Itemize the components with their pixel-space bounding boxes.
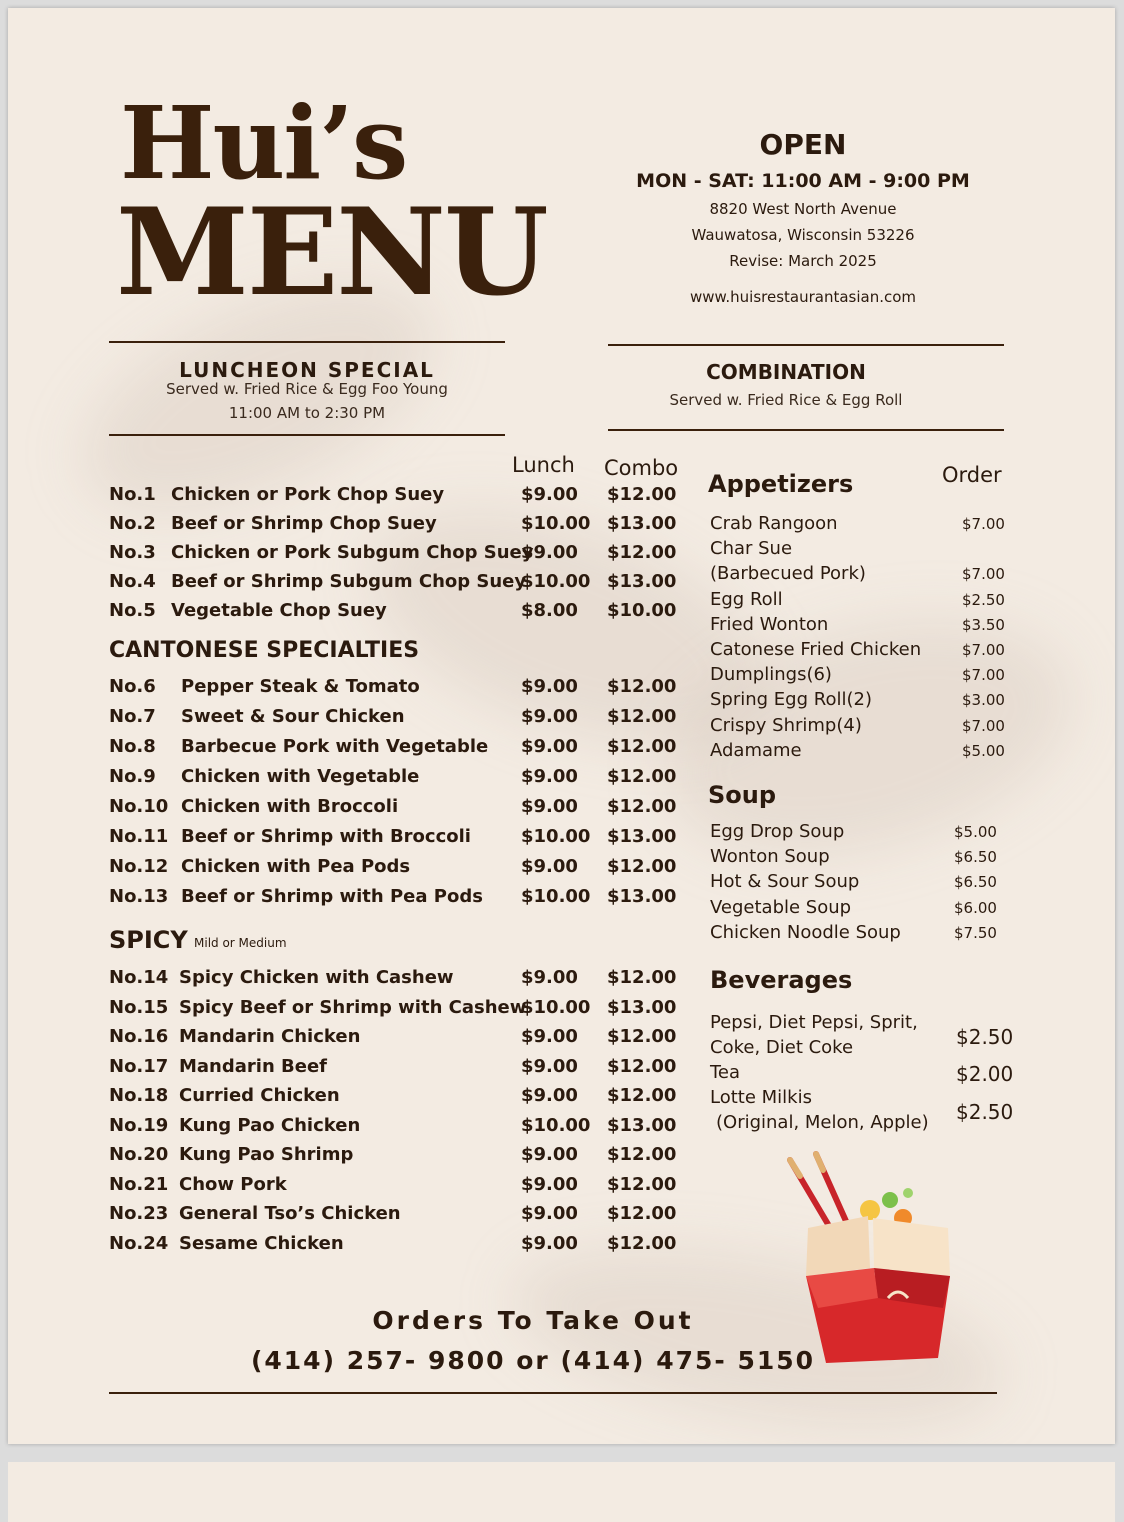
menu-item-row <box>109 513 677 543</box>
item-name: Mandarin Beef <box>179 1055 327 1077</box>
menu-item-row <box>710 614 1010 639</box>
lunch-price: $9.00 <box>521 1232 578 1254</box>
menu-item-row <box>109 600 677 630</box>
item-number: No.10 <box>109 796 169 817</box>
item-number: No.18 <box>109 1085 169 1106</box>
item-price: $2.50 <box>962 590 1005 609</box>
item-name: Vegetable Soup <box>710 896 852 918</box>
item-name: Curried Chicken <box>179 1085 340 1106</box>
item-number: No.21 <box>109 1173 169 1195</box>
combo-price: $12.00 <box>607 766 677 787</box>
item-name: Chicken Noodle Soup <box>710 921 901 943</box>
menu-title-line2: MENU <box>116 182 547 323</box>
lunch-price: $10.00 <box>521 826 591 847</box>
menu-item-row <box>109 826 677 856</box>
address-line2: Wauwatosa, Wisconsin 53226 <box>691 226 915 244</box>
combo-price: $13.00 <box>607 996 677 1018</box>
item-name: (Barbecued Pork) <box>710 563 866 585</box>
lunch-price: $9.00 <box>521 706 578 727</box>
item-name: Beef or Shrimp Chop Suey <box>171 513 437 534</box>
lunch-price: $9.00 <box>521 1203 578 1224</box>
menu-item-row <box>109 886 677 916</box>
item-name: Spring Egg Roll(2) <box>710 689 872 711</box>
item-price: $7.00 <box>962 641 1005 659</box>
lunch-price: $9.00 <box>521 1085 578 1106</box>
menu-item-row <box>710 513 1010 538</box>
item-price: $5.00 <box>962 741 1005 760</box>
menu-item-row <box>109 1203 677 1233</box>
menu-item-row <box>109 1026 677 1056</box>
lunch-price: $9.00 <box>521 967 578 988</box>
item-price: $7.00 <box>962 716 1005 735</box>
item-number: No.19 <box>109 1114 169 1136</box>
item-number: No.14 <box>109 967 169 988</box>
lunch-price: $9.00 <box>521 676 578 697</box>
luncheon-sub2: 11:00 AM to 2:30 PM <box>228 404 386 422</box>
item-name: Beef or Shrimp with Pea Pods <box>181 886 483 907</box>
item-number: No.3 <box>109 542 156 563</box>
combo-price: $12.00 <box>607 676 677 697</box>
open-heading: OPEN <box>759 128 847 161</box>
item-name: Sesame Chicken <box>179 1232 344 1254</box>
revise-date: Revise: March 2025 <box>729 252 877 270</box>
menu-item-row <box>710 871 1010 896</box>
item-name: Mandarin Chicken <box>179 1026 361 1047</box>
combo-price: $13.00 <box>607 513 677 534</box>
menu-item-row <box>710 922 1010 947</box>
menu-item-row <box>109 571 677 601</box>
lunch-price: $10.00 <box>521 886 591 907</box>
item-name: Crispy Shrimp(4) <box>710 714 862 736</box>
lunch-column-header: Lunch <box>512 453 575 477</box>
lunch-price: $9.00 <box>521 1055 578 1077</box>
lunch-price: $9.00 <box>521 542 578 563</box>
combo-price: $13.00 <box>607 826 677 847</box>
menu-item-row <box>710 821 1010 846</box>
item-number: No.5 <box>109 600 156 621</box>
next-page-edge <box>8 1462 1115 1522</box>
appetizers-title: Appetizers <box>708 470 854 498</box>
item-price: $7.00 <box>962 565 1005 584</box>
lunch-price: $10.00 <box>521 996 591 1018</box>
item-number: No.7 <box>109 706 156 727</box>
item-name: Beef or Shrimp with Broccoli <box>181 826 471 847</box>
item-name: Chicken with Broccoli <box>181 796 399 817</box>
menu-item-row <box>710 563 1010 588</box>
item-name: Wonton Soup <box>710 846 830 868</box>
menu-item-row <box>109 706 677 736</box>
item-name: Spicy Beef or Shrimp with Cashew <box>179 996 527 1018</box>
item-number: No.17 <box>109 1055 169 1077</box>
lunch-price: $9.00 <box>521 856 578 877</box>
menu-item-row <box>109 676 677 706</box>
item-name: Chicken with Vegetable <box>181 766 420 787</box>
menu-item-row <box>710 897 1010 922</box>
item-name: Barbecue Pork with Vegetable <box>181 736 489 757</box>
item-number: No.6 <box>109 676 156 697</box>
beverage-line: Lotte Milkis <box>710 1087 812 1108</box>
item-name: Char Sue <box>710 538 793 560</box>
combination-title: COMBINATION <box>706 360 866 384</box>
item-name: Chicken or Pork Subgum Chop Suey <box>171 542 534 563</box>
item-number: No.15 <box>109 996 169 1018</box>
menu-item-row <box>710 639 1010 664</box>
item-number: No.9 <box>109 766 156 787</box>
menu-item-row <box>109 1173 677 1204</box>
item-number: No.12 <box>109 856 169 877</box>
divider <box>109 341 505 343</box>
combination-sub: Served w. Fried Rice & Egg Roll <box>669 391 903 409</box>
beverage-line: Pepsi, Diet Pepsi, Sprit, <box>710 1012 918 1033</box>
menu-item-row <box>109 736 677 766</box>
divider <box>109 434 505 436</box>
beverage-line: (Original, Melon, Apple) <box>716 1112 929 1133</box>
item-number: No.13 <box>109 886 169 907</box>
combo-price: $12.00 <box>607 736 677 757</box>
soup-title: Soup <box>708 781 777 809</box>
combo-price: $13.00 <box>607 886 677 907</box>
phone-numbers[interactable]: (414) 257- 9800 or (414) 475- 5150 <box>250 1346 816 1375</box>
item-price: $7.50 <box>954 923 997 942</box>
lunch-price: $9.00 <box>521 1144 578 1165</box>
menu-item-row <box>710 740 1010 765</box>
beverage-line: Coke, Diet Coke <box>710 1037 854 1058</box>
menu-item-row <box>109 1144 677 1174</box>
takeout-heading: Orders To Take Out <box>372 1306 694 1335</box>
item-name: Vegetable Chop Suey <box>171 600 387 621</box>
combo-price: $12.00 <box>607 1173 677 1195</box>
combo-price: $12.00 <box>607 1232 677 1254</box>
menu-item-row <box>710 715 1010 740</box>
combo-price: $12.00 <box>607 856 677 877</box>
lunch-price: $9.00 <box>521 484 578 505</box>
menu-item-row <box>109 967 677 997</box>
menu-page <box>8 8 1115 1444</box>
beverage-line: Tea <box>710 1062 741 1083</box>
item-name: Dumplings(6) <box>710 664 832 686</box>
lunch-price: $9.00 <box>521 1173 578 1195</box>
item-price: $3.00 <box>962 691 1005 710</box>
menu-item-row <box>109 1232 677 1263</box>
combo-price: $13.00 <box>607 1114 677 1136</box>
lunch-price: $9.00 <box>521 796 578 817</box>
item-name: Chicken with Pea Pods <box>181 856 411 877</box>
website-link[interactable]: www.huisrestaurantasian.com <box>689 288 917 306</box>
item-price: $6.00 <box>954 898 997 917</box>
item-name: Catonese Fried Chicken <box>710 639 922 660</box>
spicy-title: SPICY <box>109 926 188 954</box>
combo-price: $12.00 <box>607 706 677 727</box>
item-name: Chicken or Pork Chop Suey <box>171 484 445 505</box>
beverage-price: $2.00 <box>956 1062 1014 1086</box>
item-name: Adamame <box>710 739 802 761</box>
menu-item-row <box>109 796 677 826</box>
beverage-price: $2.50 <box>956 1025 1014 1049</box>
item-name: Sweet & Sour Chicken <box>181 706 405 727</box>
combo-price: $12.00 <box>607 1144 677 1165</box>
item-price: $7.00 <box>962 515 1005 533</box>
menu-item-row <box>710 538 1010 563</box>
menu-item-row <box>109 542 677 572</box>
item-number: No.20 <box>109 1144 169 1165</box>
menu-item-row <box>109 1114 677 1145</box>
takeout-box-icon <box>778 1148 978 1378</box>
item-name: Crab Rangoon <box>710 513 838 534</box>
combo-price: $12.00 <box>607 1026 677 1047</box>
combo-price: $10.00 <box>607 600 677 621</box>
combo-price: $13.00 <box>607 571 677 592</box>
menu-item-row <box>710 664 1010 689</box>
combo-price: $12.00 <box>607 484 677 505</box>
item-name: General Tso’s Chicken <box>179 1203 401 1224</box>
item-name: Pepper Steak & Tomato <box>181 676 420 697</box>
menu-title-line1: Hui’s <box>120 84 407 202</box>
combo-price: $12.00 <box>607 796 677 817</box>
menu-item-row <box>109 484 677 514</box>
menu-item-row <box>710 846 1010 871</box>
lunch-price: $10.00 <box>521 571 591 592</box>
menu-item-row <box>109 1055 677 1086</box>
combo-column-header: Combo <box>604 456 679 480</box>
beverage-price: $2.50 <box>956 1100 1014 1124</box>
menu-item-row <box>109 996 677 1027</box>
item-name: Kung Pao Chicken <box>179 1114 361 1136</box>
item-price: $6.50 <box>954 848 997 867</box>
item-name: Egg Drop Soup <box>710 821 845 842</box>
beverages-title: Beverages <box>710 966 853 994</box>
item-name: Spicy Chicken with Cashew <box>179 967 454 988</box>
item-number: No.8 <box>109 736 156 757</box>
combo-price: $12.00 <box>607 967 677 988</box>
item-name: Hot & Sour Soup <box>710 871 860 893</box>
item-number: No.11 <box>109 826 169 847</box>
item-number: No.2 <box>109 513 156 534</box>
divider <box>608 429 1004 431</box>
order-column-header: Order <box>942 463 1002 487</box>
combo-price: $12.00 <box>607 1085 677 1106</box>
lunch-price: $9.00 <box>521 1026 578 1047</box>
combo-price: $12.00 <box>607 1055 677 1077</box>
divider <box>608 344 1004 346</box>
item-name: Kung Pao Shrimp <box>179 1144 354 1165</box>
item-number: No.4 <box>109 571 156 592</box>
divider <box>109 1392 997 1394</box>
luncheon-title: LUNCHEON SPECIAL <box>179 358 435 382</box>
item-price: $6.50 <box>954 873 997 892</box>
menu-item-row <box>109 766 677 796</box>
item-price: $5.00 <box>954 823 997 841</box>
item-name: Egg Roll <box>710 588 783 610</box>
item-name: Fried Wonton <box>710 613 829 635</box>
item-number: No.24 <box>109 1232 169 1254</box>
item-price: $3.50 <box>962 615 1005 634</box>
lunch-price: $10.00 <box>521 513 591 534</box>
menu-item-row <box>710 689 1010 714</box>
combo-price: $12.00 <box>607 1203 677 1224</box>
item-number: No.1 <box>109 484 156 505</box>
spicy-note: Mild or Medium <box>194 936 287 950</box>
item-name: Chow Pork <box>179 1173 287 1195</box>
menu-item-row <box>109 856 677 886</box>
address-line1: 8820 West North Avenue <box>709 200 897 218</box>
lunch-price: $9.00 <box>521 766 578 787</box>
combo-price: $12.00 <box>607 542 677 563</box>
cantonese-title: CANTONESE SPECIALTIES <box>109 638 420 663</box>
menu-item-row <box>710 589 1010 614</box>
menu-item-row <box>109 1085 677 1115</box>
hours: MON - SAT: 11:00 AM - 9:00 PM <box>636 170 970 192</box>
item-name: Beef or Shrimp Subgum Chop Suey <box>171 571 527 592</box>
item-number: No.23 <box>109 1203 169 1224</box>
item-price: $7.00 <box>962 666 1005 685</box>
lunch-price: $9.00 <box>521 736 578 757</box>
item-number: No.16 <box>109 1026 169 1047</box>
lunch-price: $10.00 <box>521 1114 591 1136</box>
lunch-price: $8.00 <box>521 600 578 621</box>
luncheon-sub1: Served w. Fried Rice & Egg Foo Young <box>166 380 448 398</box>
